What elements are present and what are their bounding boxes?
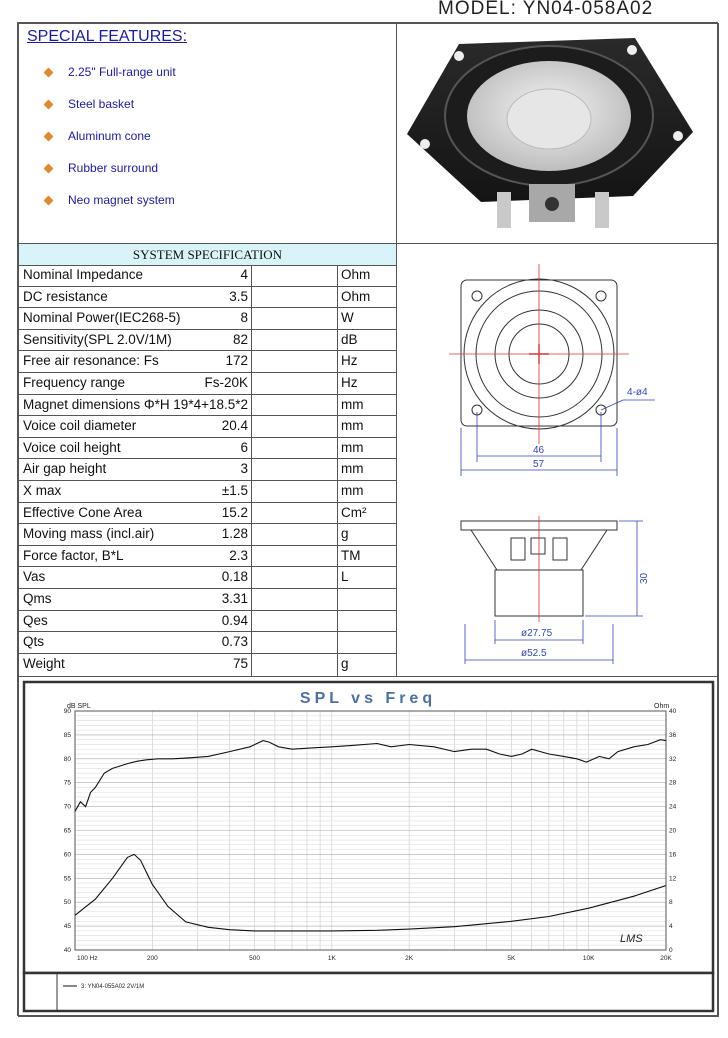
side-center bbox=[531, 538, 545, 554]
dust-cap bbox=[507, 89, 591, 149]
bullet-icon bbox=[44, 195, 54, 205]
table-row bbox=[19, 567, 396, 589]
spec-value: 0.73 bbox=[221, 634, 248, 650]
table-row bbox=[19, 654, 396, 676]
outer-dim-label: 57 bbox=[533, 459, 545, 470]
y-tick-label: 70 bbox=[63, 803, 71, 811]
y-tick-label: 40 bbox=[63, 947, 71, 954]
spec-unit: mm bbox=[341, 461, 364, 477]
y-tick-label: 90 bbox=[63, 708, 71, 715]
table-row bbox=[19, 481, 396, 503]
mount-hole bbox=[673, 131, 683, 141]
x-tick-label: 2K bbox=[405, 955, 414, 962]
terminal bbox=[497, 192, 511, 228]
table-row bbox=[19, 395, 396, 417]
y2-tick-label: 40 bbox=[669, 708, 677, 715]
chart-title: SPL vs Freq bbox=[299, 690, 437, 707]
table-row bbox=[19, 330, 396, 352]
table-row bbox=[19, 589, 396, 611]
spec-value: Fs-20K bbox=[204, 375, 248, 390]
list-item bbox=[41, 152, 176, 184]
table-row bbox=[19, 265, 396, 287]
spec-unit: W bbox=[341, 310, 354, 326]
spec-value: 2.3 bbox=[229, 547, 248, 563]
spec-name: X max bbox=[23, 483, 62, 498]
y2-tick-label: 12 bbox=[669, 875, 677, 883]
bullet-icon bbox=[44, 99, 54, 109]
spec-name: Qes bbox=[23, 612, 48, 628]
spec-name: Weight bbox=[23, 655, 65, 671]
hole-tl bbox=[472, 291, 482, 301]
spec-name: Qms bbox=[23, 591, 52, 606]
vent bbox=[545, 197, 559, 211]
spec-name: Air gap height bbox=[23, 461, 107, 477]
list-item bbox=[41, 120, 176, 152]
spec-name: Magnet dimensions Φ*H bbox=[23, 396, 170, 412]
y-tick-label: 85 bbox=[63, 731, 71, 739]
table-row bbox=[19, 373, 396, 395]
list-item bbox=[41, 56, 176, 88]
y2-tick-label: 20 bbox=[669, 827, 677, 835]
spec-value: 3 bbox=[240, 461, 248, 477]
spec-header: SYSTEM SPECIFICATION bbox=[19, 244, 396, 266]
table-row bbox=[19, 287, 396, 309]
spec-unit: TM bbox=[341, 547, 361, 563]
mount-hole bbox=[627, 45, 637, 55]
spec-unit: mm bbox=[341, 418, 364, 434]
inner-dim-label: 46 bbox=[533, 445, 545, 456]
spec-value: 6 bbox=[240, 439, 248, 455]
spec-value: 75 bbox=[232, 655, 248, 671]
spec-name: Voice coil diameter bbox=[23, 418, 137, 434]
speaker-photo bbox=[397, 24, 718, 243]
features-list bbox=[41, 56, 176, 216]
right-axis-label: Ohm bbox=[654, 703, 670, 710]
spec-table bbox=[18, 243, 397, 677]
spec-name: Effective Cone Area bbox=[23, 504, 143, 520]
table-row bbox=[19, 632, 396, 654]
spec-value: 20.4 bbox=[221, 418, 248, 434]
mount-hole bbox=[420, 139, 430, 149]
spec-unit: g bbox=[341, 526, 349, 542]
drawing-panel bbox=[396, 243, 719, 677]
list-item bbox=[41, 184, 176, 216]
y2-tick-label: 32 bbox=[669, 755, 677, 763]
watermark: LMS bbox=[620, 933, 643, 945]
y-tick-label: 60 bbox=[63, 851, 71, 859]
spec-value: 172 bbox=[225, 353, 248, 369]
y-tick-label: 45 bbox=[63, 923, 71, 931]
spec-name: Free air resonance: Fs bbox=[23, 353, 159, 369]
spec-unit: g bbox=[341, 655, 349, 671]
x-tick-label: 20K bbox=[660, 955, 672, 962]
y-tick-label: 65 bbox=[63, 827, 71, 835]
terminal bbox=[595, 192, 609, 228]
hole-dim-label: 4-ø4 bbox=[627, 387, 648, 398]
x-tick-label: 500 bbox=[249, 955, 260, 962]
spec-unit: mm bbox=[341, 396, 364, 412]
y2-tick-label: 36 bbox=[669, 731, 677, 739]
spec-value: 8 bbox=[240, 310, 248, 326]
spec-name: Qts bbox=[23, 634, 45, 650]
magnet-dim-label: ø27.75 bbox=[521, 628, 553, 639]
table-row bbox=[19, 524, 396, 546]
spec-name: DC resistance bbox=[23, 288, 108, 304]
features-title: SPECIAL FEATURES: bbox=[27, 28, 188, 45]
y2-tick-label: 24 bbox=[669, 803, 677, 811]
table-row bbox=[19, 546, 396, 568]
spec-value: ±1.5 bbox=[221, 483, 248, 498]
spec-unit: L bbox=[341, 569, 349, 585]
y-tick-label: 80 bbox=[63, 755, 71, 763]
feature-text: 2.25" Full-range unit bbox=[68, 65, 176, 79]
side-terminal-l bbox=[511, 538, 525, 560]
feature-text: Aluminum cone bbox=[68, 129, 151, 143]
spec-unit: Ohm bbox=[341, 288, 371, 304]
spec-name: Moving mass (incl.air) bbox=[23, 526, 155, 542]
x-tick-label: 10K bbox=[582, 955, 595, 962]
table-row bbox=[19, 503, 396, 525]
spec-value: 15.2 bbox=[221, 504, 248, 520]
x-tick-label: 1K bbox=[327, 955, 336, 962]
hole-tr bbox=[596, 291, 606, 301]
spec-value: 19*4+18.5*2 bbox=[173, 396, 248, 412]
spec-value: 4 bbox=[240, 267, 248, 282]
spec-name: Nominal Impedance bbox=[23, 267, 144, 282]
product-photo-panel bbox=[396, 23, 719, 244]
spec-value: 3.31 bbox=[221, 591, 248, 606]
spec-unit: Hz bbox=[341, 353, 358, 369]
table-row bbox=[19, 611, 396, 633]
datasheet-frame bbox=[17, 22, 718, 1016]
y2-tick-label: 0 bbox=[669, 947, 673, 954]
feature-text: Rubber surround bbox=[68, 161, 159, 175]
dimension-drawing bbox=[397, 244, 718, 676]
list-item bbox=[41, 88, 176, 120]
spec-value: 3.5 bbox=[229, 288, 248, 304]
spec-name: Voice coil height bbox=[23, 439, 121, 455]
table-row bbox=[19, 308, 396, 330]
legend-entry: 3: YN04-055A02 2V/1M bbox=[81, 984, 145, 990]
left-axis-label: dB SPL bbox=[67, 703, 91, 710]
side-terminal-r bbox=[553, 538, 567, 560]
bullet-icon bbox=[44, 131, 54, 141]
table-row bbox=[19, 416, 396, 438]
spec-unit: dB bbox=[341, 331, 358, 347]
spec-value: 1.28 bbox=[221, 526, 248, 542]
y2-tick-label: 28 bbox=[669, 779, 677, 787]
spec-name: Sensitivity(SPL 2.0V/1M) bbox=[23, 331, 172, 347]
model-number: MODEL: YN04-058A02 bbox=[438, 0, 654, 19]
spec-unit: mm bbox=[341, 439, 364, 455]
chart-outer-border bbox=[24, 682, 713, 973]
spec-value: 0.94 bbox=[221, 612, 248, 628]
y2-tick-label: 16 bbox=[669, 851, 677, 859]
spec-name: Nominal Power(IEC268-5) bbox=[23, 310, 181, 326]
legend-box bbox=[24, 973, 713, 1011]
spl-chart bbox=[19, 677, 718, 1016]
table-row bbox=[19, 438, 396, 460]
spec-unit: Cm² bbox=[341, 504, 367, 520]
spec-unit: Hz bbox=[341, 375, 358, 390]
table-row bbox=[19, 459, 396, 481]
chart-panel bbox=[18, 676, 719, 1017]
height-dim-label: 30 bbox=[639, 572, 650, 584]
x-tick-label: 200 bbox=[146, 955, 158, 962]
y-tick-label: 55 bbox=[63, 875, 71, 883]
y2-tick-label: 8 bbox=[669, 899, 673, 907]
feature-text: Steel basket bbox=[68, 97, 135, 111]
feature-text: Neo magnet system bbox=[68, 193, 175, 207]
x-tick-label: 5K bbox=[507, 955, 516, 962]
mount-hole bbox=[454, 51, 464, 61]
spec-value: 0.18 bbox=[221, 569, 248, 585]
spec-unit: Ohm bbox=[341, 267, 371, 282]
features-panel bbox=[18, 23, 397, 244]
y-tick-label: 50 bbox=[63, 899, 71, 907]
y2-tick-label: 4 bbox=[669, 923, 673, 931]
bullet-icon bbox=[44, 163, 54, 173]
spec-value: 82 bbox=[232, 331, 248, 347]
frame-dim-label: ø52.5 bbox=[521, 648, 547, 659]
spec-name: Vas bbox=[23, 569, 46, 585]
y-tick-label: 75 bbox=[63, 779, 71, 787]
spec-name: Frequency range bbox=[23, 375, 126, 390]
x-tick-label: 100 Hz bbox=[77, 955, 98, 962]
spec-unit: mm bbox=[341, 483, 364, 498]
spec-name: Force factor, B*L bbox=[23, 547, 124, 563]
bullet-icon bbox=[44, 67, 54, 77]
table-row bbox=[19, 351, 396, 373]
